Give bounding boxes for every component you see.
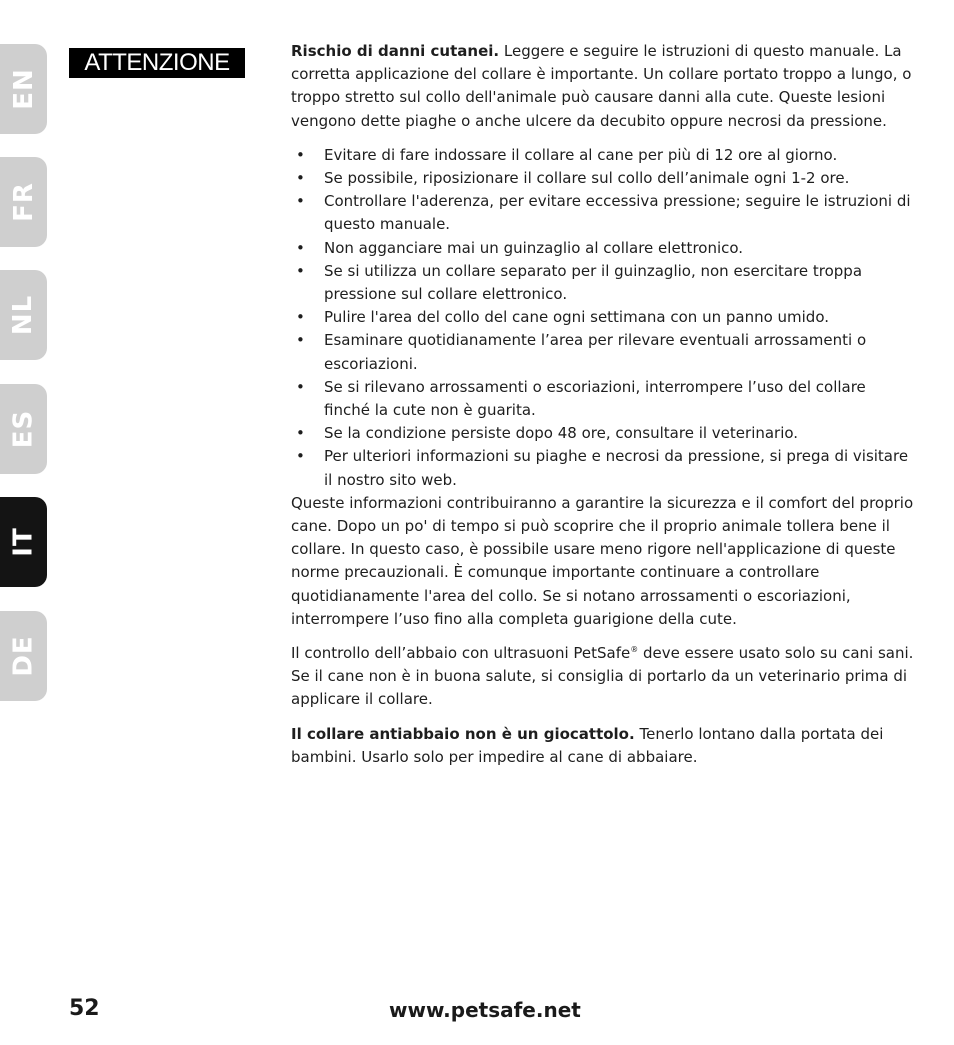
bullet-icon: • [296,192,305,211]
petsafe-paragraph [291,642,916,712]
list-item-text: Se la condizione persiste dopo 48 ore, consultare il veterinario. [324,424,799,443]
bullet-icon: • [296,377,305,396]
tab-de[interactable] [0,611,47,701]
list-item [291,445,916,491]
bullet-icon: • [296,424,305,443]
petsafe-text-after: deve essere usato solo su cani sani. Se il cane non è in buona salute, si consiglia di portarlo da un veterinario prima di applicare il collare. [291,644,914,709]
bullet-icon: • [296,169,305,188]
page-number: 52 [69,996,100,1021]
list-item-text: Per ulteriori informazioni su piaghe e necrosi da pressione, si prega di visitare il nostro sito web. [324,447,909,489]
list-item-text: Evitare di fare indossare il collare al cane per più di 12 ore al giorno. [324,145,838,164]
tab-fr-label: FR [8,182,39,222]
language-tabs [0,0,48,1045]
intro-text: Leggere e seguire le istruzioni di questo manuale. La corretta applicazione del collare è importante. Un collare portato troppo a lungo, o troppo stretto sul collo dell'animale può causare danni alla cute. Queste lesioni vengono dette piaghe o anche ulcere da decubito oppure necrosi da pressione. [291,42,912,130]
list-item-text: Controllare l'aderenza, per evitare eccessiva pressione; seguire le istruzioni di questo manuale. [324,192,911,234]
list-item [291,260,916,306]
tab-es[interactable] [0,384,47,474]
tab-it-label: IT [8,527,39,557]
list-item [291,190,916,236]
tab-nl-label: NL [8,294,39,336]
petsafe-text-before: Il controllo dell’abbaio con ultrasuoni PetSafe [291,644,631,663]
list-item [291,329,916,375]
tab-de-label: DE [8,635,39,677]
list-item-text: Pulire l'area del collo del cane ogni settimana con un panno umido. [324,308,830,327]
tab-it[interactable] [0,497,47,587]
bullet-icon: • [296,261,305,280]
list-item-text: Non agganciare mai un guinzaglio al collare elettronico. [324,238,744,257]
intro-paragraph [291,40,916,133]
list-item [291,422,916,445]
bullet-icon: • [296,145,305,164]
tab-en[interactable] [0,44,47,134]
registered-mark: ® [630,645,639,655]
intro-lead: Rischio di danni cutanei. [291,42,500,60]
tab-fr[interactable] [0,157,47,247]
toy-warning-paragraph [291,723,916,769]
website-url[interactable]: www.petsafe.net [389,998,581,1022]
bullet-icon: • [296,331,305,350]
list-item-text: Se possibile, riposizionare il collare sul collo dell’animale ogni 1-2 ore. [324,169,850,188]
tab-en-label: EN [8,68,39,110]
warning-label: ATTENZIONE [69,48,245,78]
main-content [291,40,916,769]
list-item [291,167,916,190]
toy-warning-text: Tenerlo lontano dalla portata dei bambini. Usarlo solo per impedire al cane di abbaiare. [291,724,884,766]
list-item [291,144,916,167]
list-item-text: Esaminare quotidianamente l’area per rilevare eventuali arrossamenti o escoriazioni. [324,331,867,373]
info-paragraph: Queste informazioni contribuiranno a garantire la sicurezza e il comfort del proprio cane. Dopo un po' di tempo si può scoprire che il proprio animale tollera bene il collare. In questo caso, è possibile usare meno rigore nell'applicazione di queste norme precauzionali. È comunque importante continuare a controllare quotidianamente l'area del collo. Se si notano arrossamenti o escoriazioni, interrompere l’uso fino alla completa guarigione della cute. [291,493,914,628]
precautions-list [291,144,916,492]
bullet-icon: • [296,308,305,327]
list-item [291,376,916,422]
toy-warning-lead: Il collare antiabbaio non è un giocattolo. [291,724,635,743]
list-item-text: Se si rilevano arrossamenti o escoriazioni, interrompere l’uso del collare finché la cute non è guarita. [324,377,866,420]
bullet-icon: • [296,447,305,466]
list-item [291,306,916,329]
tab-nl[interactable] [0,270,47,360]
tab-es-label: ES [8,409,39,449]
list-item [291,237,916,260]
bullet-icon: • [296,238,305,257]
list-item-text: Se si utilizza un collare separato per il guinzaglio, non esercitare troppa pressione sul collare elettronico. [324,261,863,304]
